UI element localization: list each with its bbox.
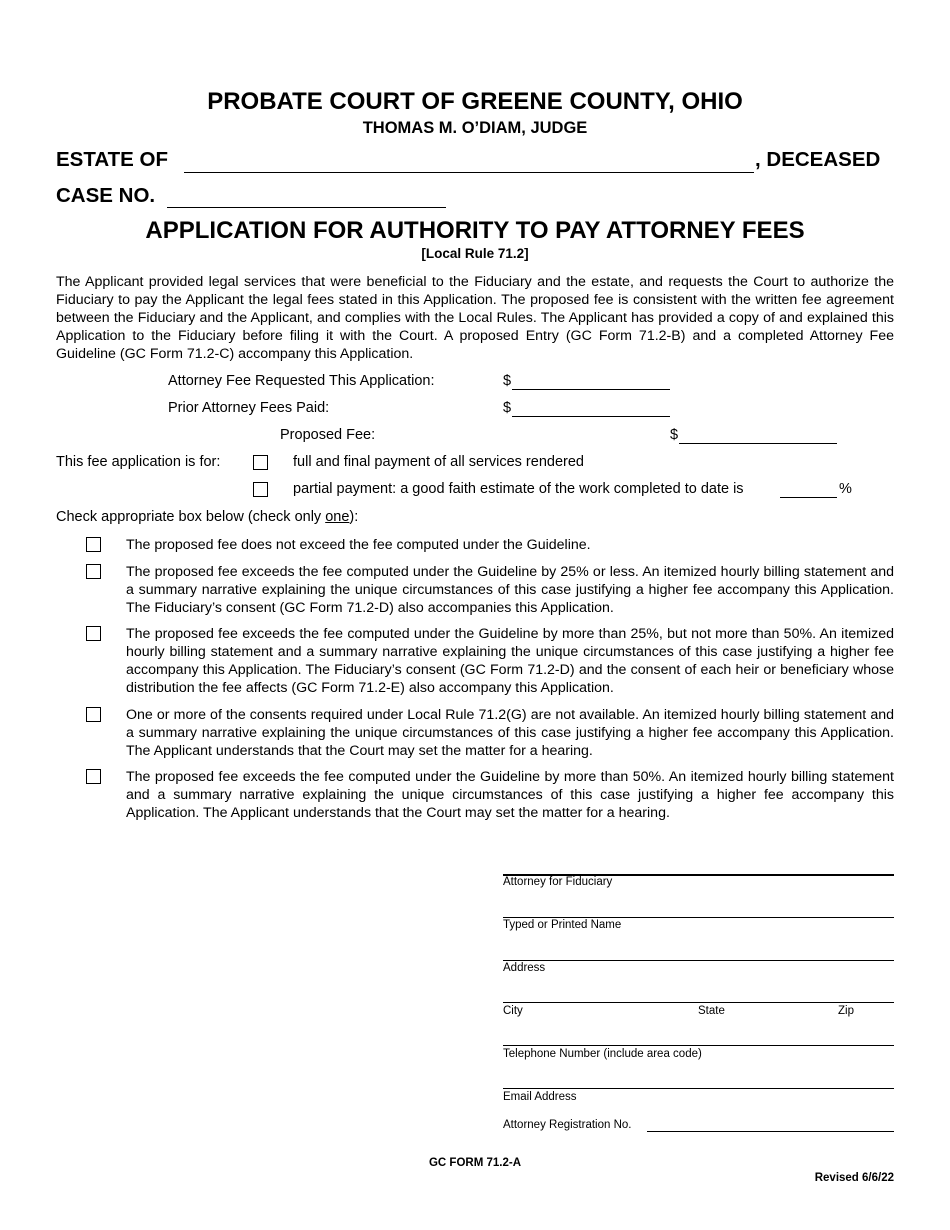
registration-label: Attorney Registration No. — [503, 1119, 632, 1131]
check-instruction-emphasis: one — [325, 509, 350, 525]
fee-requested-label: Attorney Fee Requested This Application: — [168, 373, 435, 389]
prior-fees-label: Prior Attorney Fees Paid: — [168, 400, 330, 416]
printed-name-label: Typed or Printed Name — [503, 919, 622, 931]
deceased-label: , DECEASED — [755, 148, 881, 171]
attorney-label: Attorney for Fiduciary — [503, 876, 613, 888]
address-line[interactable] — [503, 960, 894, 961]
option-3-checkbox[interactable] — [86, 626, 101, 641]
percent-complete-value — [780, 479, 783, 495]
case-number-field[interactable] — [167, 187, 446, 208]
proposed-fee-currency: $ — [670, 427, 679, 443]
check-instruction-prefix: Check appropriate box below (check only — [56, 509, 326, 525]
payment-type-label: This fee application is for: — [56, 454, 221, 470]
case-number-label: CASE NO. — [56, 184, 156, 207]
intro-paragraph: The Applicant provided legal services that were beneficial to the Fiduciary and the estate, and requests the Court to authorize the Fiduciary to pay the Applicant the legal fees stated in this Application. The proposed fee is consistent with the written fee agreement between the Fiduciary and the Applicant, and complies with the Local Rules. The Applicant has provided a copy of and explained this Application to the Fiduciary before filing it with the Court. A proposed Entry (GC Form 71.2-B) and a completed Attorney Fee Guideline (GC Form 71.2-C) accompany this Application. — [56, 274, 894, 362]
fee-requested-field[interactable] — [512, 371, 670, 390]
option-1-text: The proposed fee does not exceed the fee computed under the Guideline. — [126, 537, 591, 553]
telephone-label: Telephone Number (include area code) — [503, 1048, 702, 1060]
telephone-line[interactable] — [503, 1045, 894, 1046]
option-5-checkbox[interactable] — [86, 769, 101, 784]
estate-label: ESTATE OF — [56, 148, 168, 171]
check-instruction — [56, 509, 358, 525]
full-payment-label: full and final payment of all services rendered — [293, 454, 584, 470]
percent-sign: % — [839, 481, 852, 497]
address-label: Address — [503, 962, 546, 974]
fee-requested-currency: $ — [503, 373, 512, 389]
state-label: State — [698, 1005, 725, 1017]
city-state-zip-line[interactable] — [503, 1002, 894, 1003]
full-payment-checkbox[interactable] — [253, 455, 268, 470]
option-2-checkbox[interactable] — [86, 564, 101, 579]
prior-fees-field[interactable] — [512, 398, 670, 417]
option-4-text: One or more of the consents required under Local Rule 71.2(G) are not available. An itemized hourly billing statement and a summary narrative explaining the unique circumstances of this case justifying a higher fee accompany this Application. The Applicant understands that the Court may set the matter for a hearing. — [126, 707, 894, 759]
proposed-fee-label: Proposed Fee: — [280, 427, 376, 443]
estate-name-value — [184, 152, 188, 169]
check-instruction-suffix: ): — [349, 509, 359, 525]
option-5-text: The proposed fee exceeds the fee computed under the Guideline by more than 50%. An itemized hourly billing statement and a summary narrative explaining the unique circumstances of this case justifying a higher fee accompany this Application. The Applicant understands that the Court may set the matter for a hearing. — [126, 769, 894, 821]
percent-complete-field[interactable] — [780, 479, 837, 498]
proposed-fee-value — [679, 425, 682, 441]
estate-name-field[interactable] — [184, 152, 754, 173]
partial-payment-label: partial payment: a good faith estimate of the work completed to date is — [293, 481, 744, 497]
option-3-text: The proposed fee exceeds the fee computed under the Guideline by more than 25%, but not more than 50%. An itemized hourly billing statement and a summary narrative explaining the unique circumstances of this case justifying a higher fee accompany this Application. The Fiduciary’s consent (GC Form 71.2-D) and the consent of each heir or beneficiary whose distribution the fee affects (GC Form 71.2-E) also accompany this Application. — [126, 626, 894, 696]
option-1-checkbox[interactable] — [86, 537, 101, 552]
city-label: City — [503, 1005, 523, 1017]
printed-name-line[interactable] — [503, 917, 894, 918]
revised-date: Revised 6/6/22 — [814, 1172, 894, 1184]
court-title: PROBATE COURT OF GREENE COUNTY, OHIO — [207, 88, 743, 115]
proposed-fee-field[interactable] — [679, 425, 837, 444]
option-4-checkbox[interactable] — [86, 707, 101, 722]
form-number: GC FORM 71.2-A — [428, 1157, 521, 1169]
partial-payment-checkbox[interactable] — [253, 482, 268, 497]
local-rule: [Local Rule 71.2] — [421, 246, 529, 261]
zip-label: Zip — [838, 1005, 854, 1017]
registration-line[interactable] — [647, 1131, 894, 1132]
form-title: APPLICATION FOR AUTHORITY TO PAY ATTORNEY FEES — [145, 217, 805, 244]
prior-fees-value — [512, 398, 515, 414]
case-number-value — [167, 187, 171, 204]
judge-name: THOMAS M. O’DIAM, JUDGE — [362, 119, 588, 137]
fee-requested-value — [512, 371, 515, 387]
email-line[interactable] — [503, 1088, 894, 1089]
email-label: Email Address — [503, 1091, 577, 1103]
prior-fees-currency: $ — [503, 400, 512, 416]
option-2-text: The proposed fee exceeds the fee computed under the Guideline by 25% or less. An itemized hourly billing statement and a summary narrative explaining the unique circumstances of this case justifying a higher fee accompany this Application. The Fiduciary’s consent (GC Form 71.2-D) also accompanies this Application. — [126, 564, 894, 616]
